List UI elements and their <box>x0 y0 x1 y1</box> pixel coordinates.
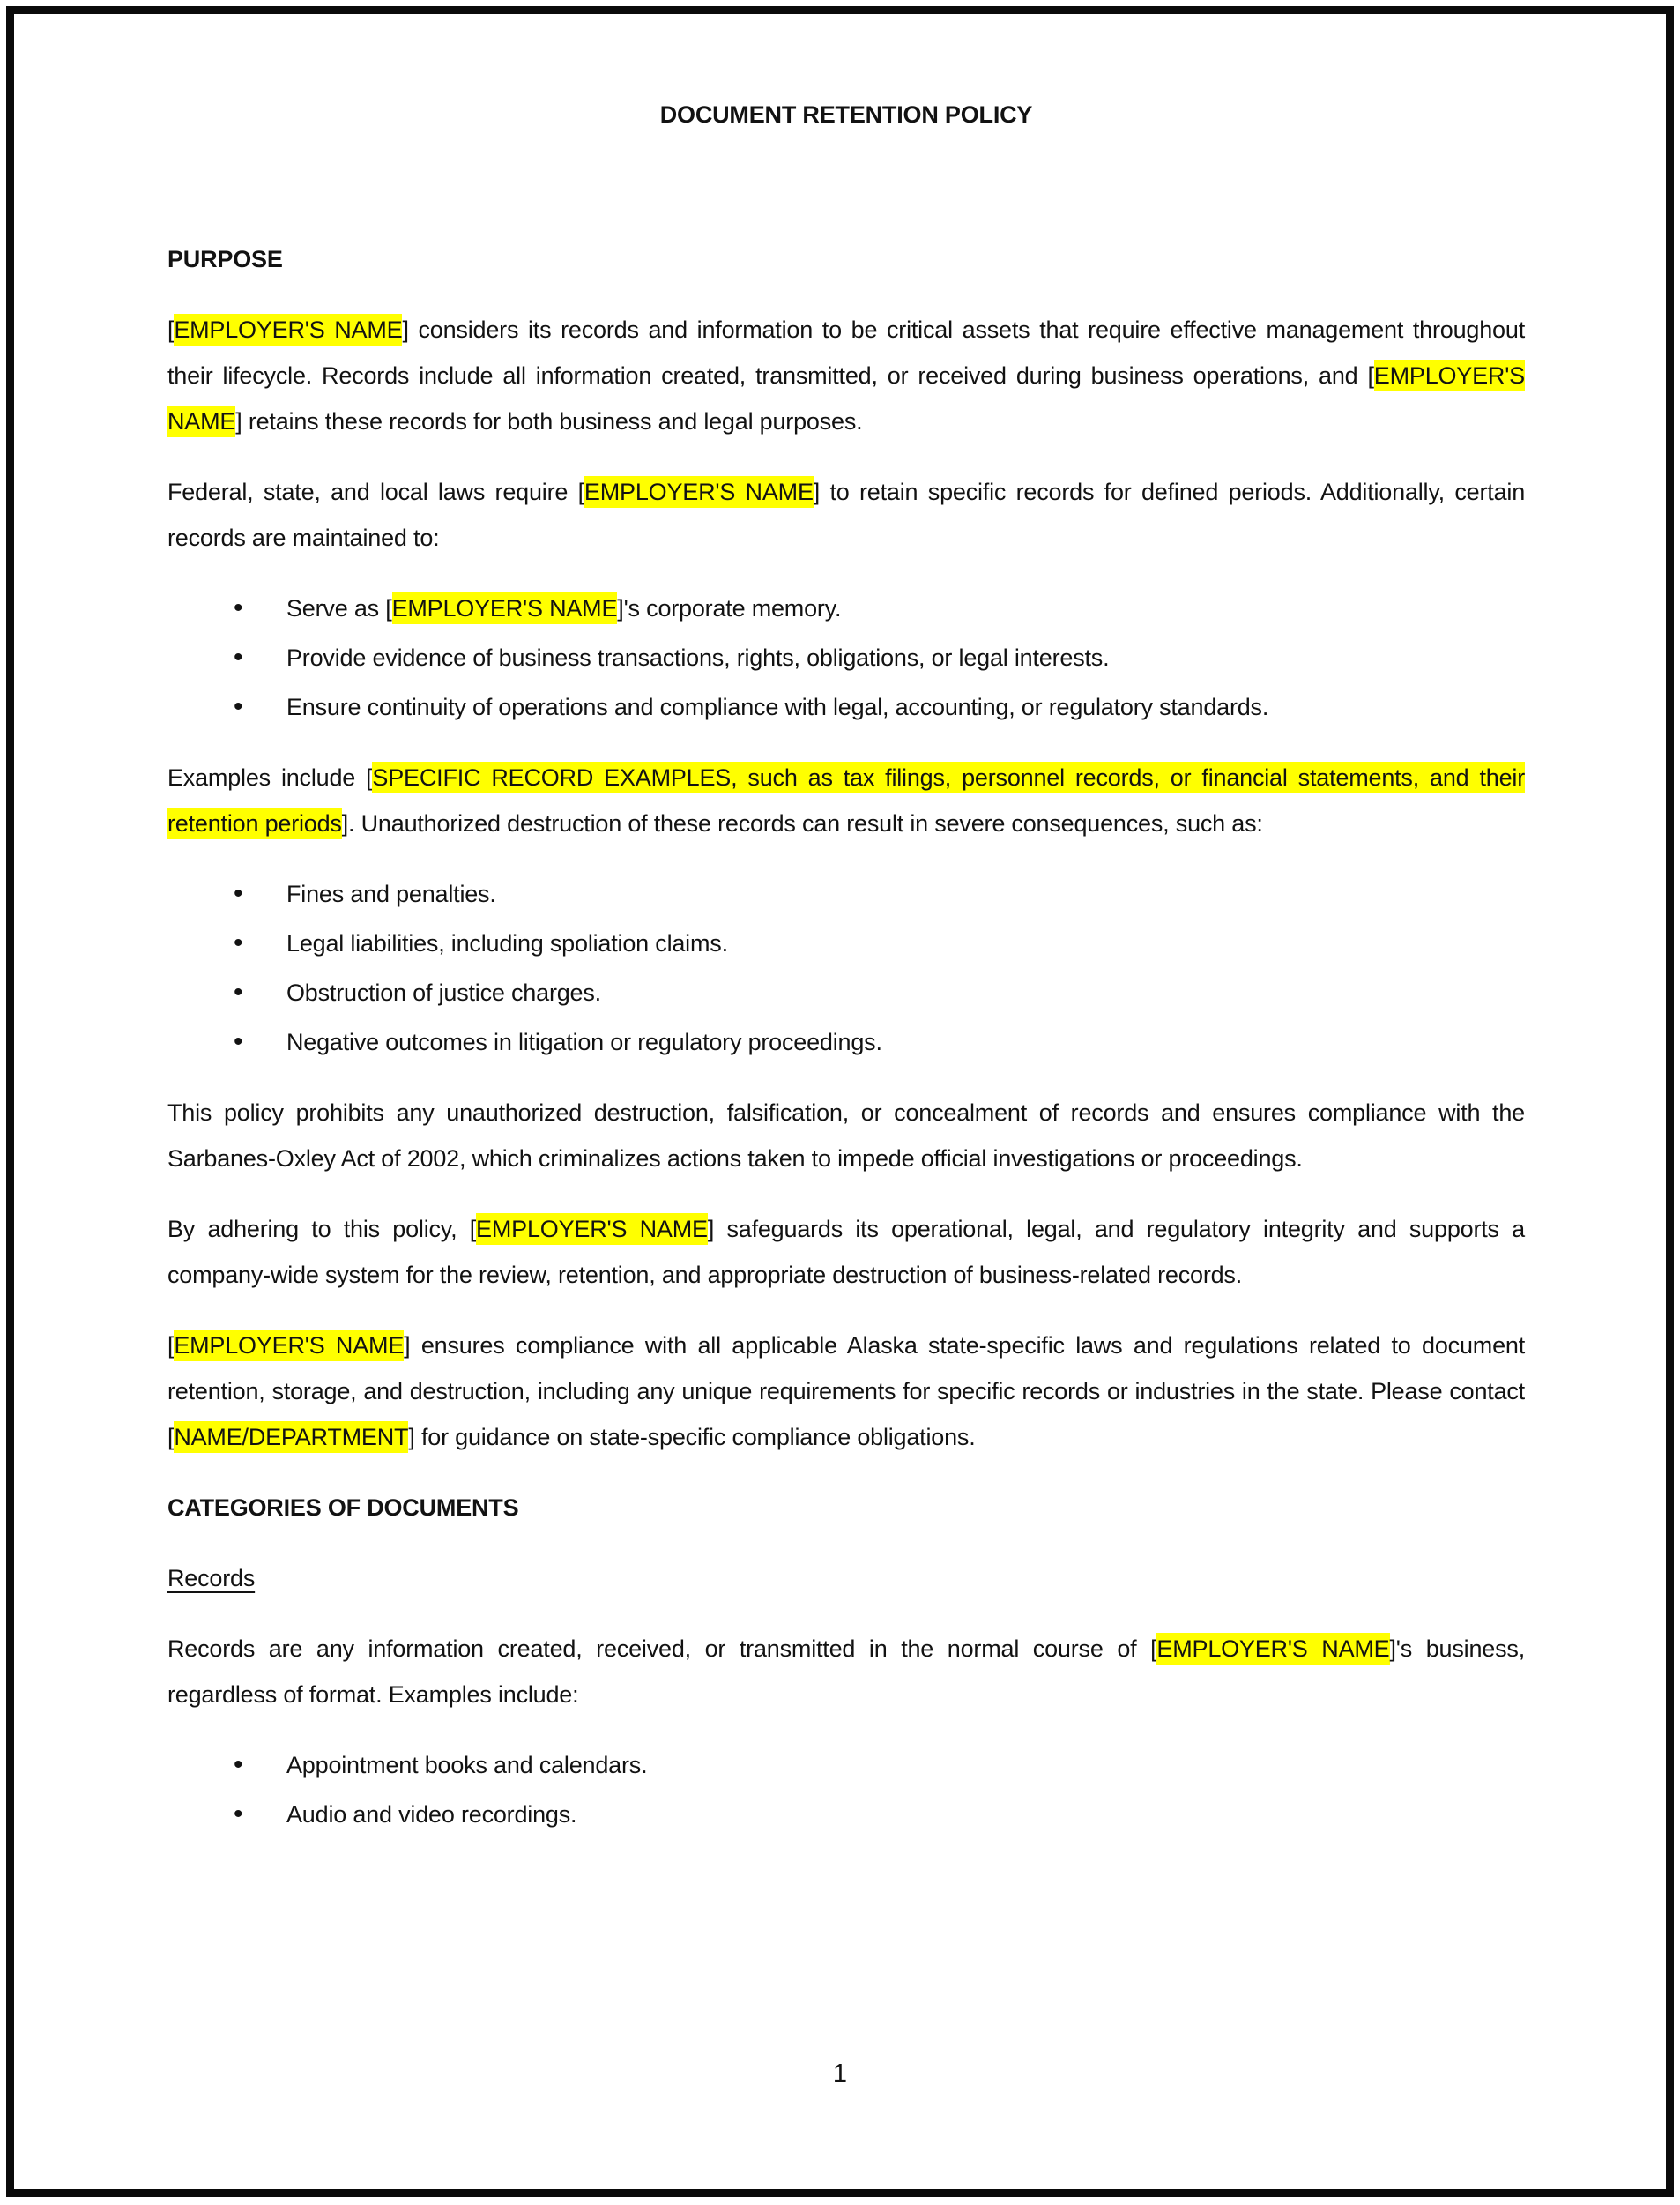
paragraph <box>167 469 1525 561</box>
text-run: By adhering to this policy, [ <box>167 1216 477 1242</box>
bullet-item <box>167 635 1525 681</box>
text-run: Provide evidence of business transactions, rights, obligations, or legal interests. <box>286 644 1110 671</box>
bullet-item <box>167 1742 1525 1788</box>
text-run: Fines and penalties. <box>286 881 496 907</box>
page-number: 1 <box>832 2060 848 2088</box>
placeholder-highlight: EMPLOYER'S NAME <box>476 1213 708 1245</box>
section-heading: PURPOSE <box>167 246 283 272</box>
bullet-item <box>167 970 1525 1016</box>
text-run: Audio and video recordings. <box>286 1801 577 1828</box>
document-body <box>167 236 1525 1837</box>
paragraph <box>167 1322 1525 1460</box>
bullet-item <box>167 920 1525 966</box>
bullet-list <box>167 585 1525 730</box>
bullet-item <box>167 684 1525 730</box>
paragraph <box>167 1626 1525 1717</box>
placeholder-highlight: EMPLOYER'S NAME <box>167 360 1525 437</box>
section-heading: CATEGORIES OF DOCUMENTS <box>167 1494 519 1521</box>
text-run: ] retains these records for both business and legal purposes. <box>235 408 863 435</box>
text-run: Negative outcomes in litigation or regulatory proceedings. <box>286 1029 882 1055</box>
placeholder-highlight: EMPLOYER'S NAME <box>392 592 618 624</box>
placeholder-highlight: EMPLOYER'S NAME <box>584 476 814 508</box>
document-title: DOCUMENT RETENTION POLICY <box>659 101 1033 128</box>
text-run: Legal liabilities, including spoliation claims. <box>286 930 728 957</box>
text-run: ]'s business, regardless of format. Examples include: <box>167 1635 1525 1708</box>
text-run: Ensure continuity of operations and compliance with legal, accounting, or regulatory standards. <box>286 694 1269 720</box>
paragraph <box>167 1206 1525 1298</box>
bullet-item <box>167 871 1525 917</box>
text-run: ] for guidance on state-specific compliance obligations. <box>408 1424 976 1450</box>
text-run: Examples include [ <box>167 764 373 791</box>
text-run: [ <box>167 1332 175 1359</box>
placeholder-highlight: EMPLOYER'S NAME <box>1156 1633 1389 1665</box>
text-run: ] considers its records and information to be critical assets that require effective management throughout their lifecycle. Records include all information created, transmitted, or received during business operations, and [ <box>167 317 1525 389</box>
text-run: Records are any information created, received, or transmitted in the normal course of [ <box>167 1635 1157 1662</box>
paragraph <box>167 755 1525 846</box>
text-run: ] ensures compliance with all applicable Alaska state-specific laws and regulations related to document retention, storage, and destruction, including any unique requirements for specific records or industries in the state. Please contact [ <box>167 1332 1525 1450</box>
text-run: Federal, state, and local laws require [ <box>167 479 584 505</box>
text-run: Appointment books and calendars. <box>286 1752 648 1778</box>
paragraph <box>167 307 1525 444</box>
bullet-item <box>167 1019 1525 1065</box>
bullet-item <box>167 585 1525 631</box>
placeholder-highlight: EMPLOYER'S NAME <box>174 314 402 346</box>
text-run: ] safeguards its operational, legal, and regulatory integrity and supports a company-wide system for the review, retention, and appropriate destruction of business-related records. <box>167 1216 1525 1288</box>
paragraph <box>167 1090 1525 1181</box>
placeholder-highlight: EMPLOYER'S NAME <box>174 1330 404 1361</box>
text-run: [ <box>167 317 175 343</box>
text-run: ]'s corporate memory. <box>617 595 842 622</box>
text-run: This policy prohibits any unauthorized destruction, falsification, or concealment of records and ensures compliance with the Sarbanes-Oxley Act of 2002, which criminalizes actions taken to impede official investigations or proceedings. <box>167 1099 1525 1172</box>
text-run: ] to retain specific records for defined periods. Additionally, certain records are maintained to: <box>167 479 1526 551</box>
bullet-item <box>167 1792 1525 1837</box>
document-content <box>167 92 1525 1862</box>
text-run: Serve as [ <box>286 595 392 622</box>
placeholder-highlight: NAME/DEPARTMENT <box>174 1421 408 1453</box>
text-run: ]. Unauthorized destruction of these records can result in severe consequences, such as: <box>341 810 1263 837</box>
text-run: Obstruction of justice charges. <box>286 980 601 1006</box>
bullet-list <box>167 871 1525 1065</box>
placeholder-highlight: SPECIFIC RECORD EXAMPLES, such as tax filings, personnel records, or financial statements, and their retention periods <box>167 762 1525 839</box>
subsection-heading: Records <box>167 1565 256 1591</box>
bullet-list <box>167 1742 1525 1837</box>
